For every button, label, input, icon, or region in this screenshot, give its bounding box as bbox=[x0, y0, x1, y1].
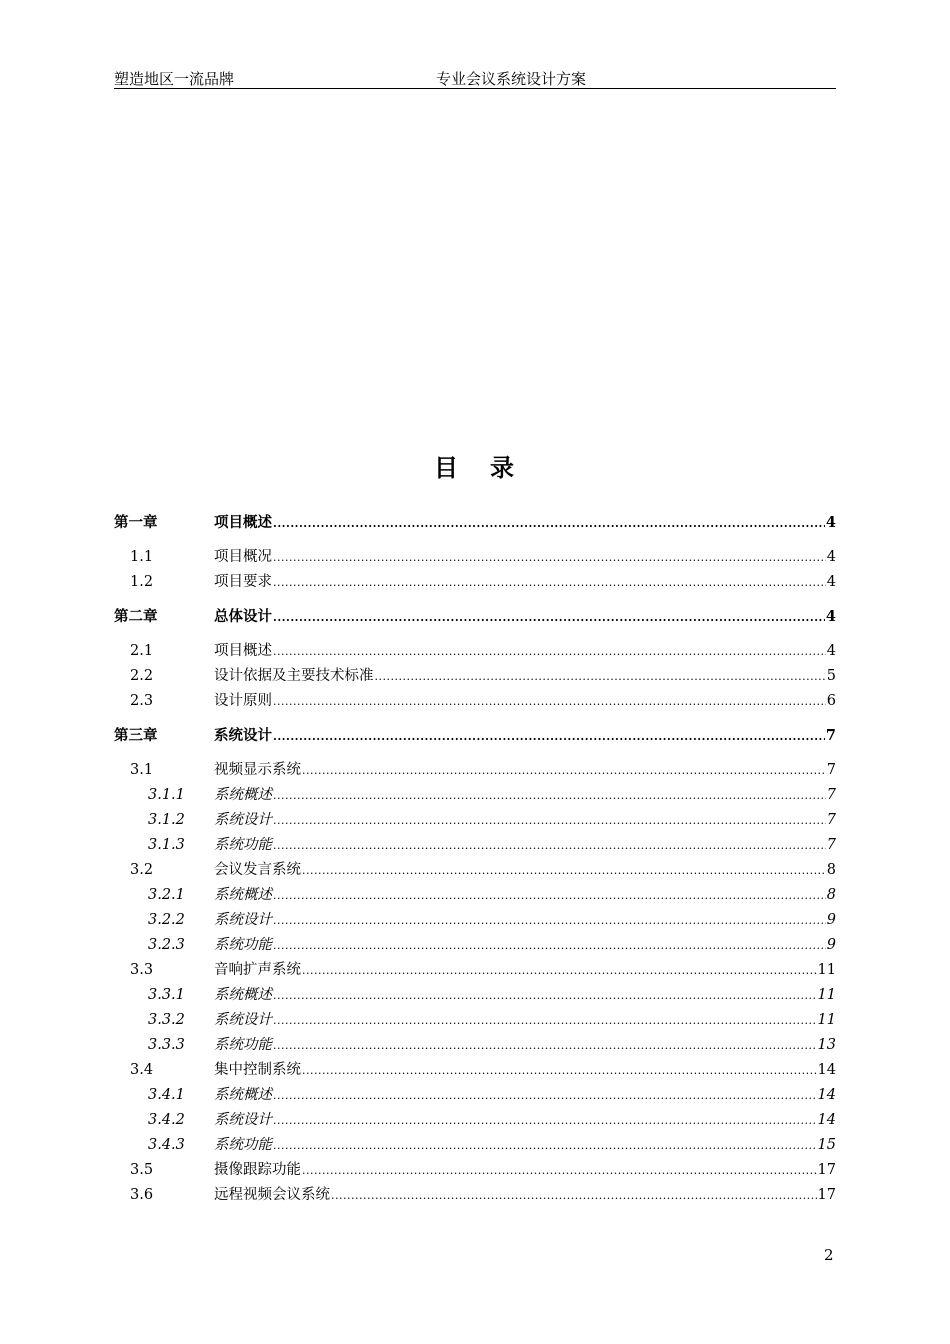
toc-entry[interactable] bbox=[114, 784, 836, 806]
toc-entry-page: 11 bbox=[817, 1012, 836, 1028]
toc-leader-dots bbox=[302, 1060, 817, 1082]
toc-entry-page: 17 bbox=[817, 1162, 836, 1178]
toc-entry-page: 13 bbox=[817, 1037, 836, 1053]
toc-entry-title: 设计依据及主要技术标准 bbox=[214, 668, 374, 684]
toc-entry[interactable] bbox=[114, 884, 836, 906]
toc-entry-line bbox=[214, 1059, 836, 1082]
toc-entry-title: 项目要求 bbox=[214, 574, 272, 590]
toc-entry-number: 第二章 bbox=[114, 608, 158, 625]
toc-entry-number: 3.1 bbox=[130, 762, 154, 778]
toc-leader-dots bbox=[273, 885, 826, 907]
toc-leader-dots bbox=[273, 607, 825, 629]
toc-entry[interactable] bbox=[114, 546, 836, 568]
toc-leader-dots bbox=[273, 547, 826, 569]
toc-entry-number: 2.3 bbox=[130, 693, 154, 709]
toc-entry-number: 2.2 bbox=[130, 668, 154, 684]
toc-entry-number: 3.4.1 bbox=[148, 1087, 185, 1103]
toc-entry-number: 3.4.2 bbox=[148, 1112, 185, 1128]
toc-entry-page: 8 bbox=[826, 887, 836, 903]
toc-entry-line bbox=[214, 665, 836, 688]
toc-entry-line bbox=[214, 784, 836, 807]
toc-entry[interactable] bbox=[114, 1009, 836, 1031]
toc-entry-number: 3.2.1 bbox=[148, 887, 185, 903]
toc-entry-number: 第一章 bbox=[114, 514, 158, 531]
toc-entry-page: 9 bbox=[826, 937, 836, 953]
toc-entry-title: 视频显示系统 bbox=[214, 762, 301, 778]
toc-entry-number: 3.5 bbox=[130, 1162, 154, 1178]
toc-entry[interactable] bbox=[114, 690, 836, 712]
toc-entry-line bbox=[214, 1109, 836, 1132]
toc-entry-line bbox=[214, 725, 836, 748]
toc-entry-title: 项目概述 bbox=[214, 514, 272, 531]
header-left-text: 塑造地区一流品牌 bbox=[114, 70, 235, 88]
toc-entry[interactable] bbox=[114, 512, 836, 534]
toc-entry[interactable] bbox=[114, 909, 836, 931]
toc-entry-title: 集中控制系统 bbox=[214, 1062, 301, 1078]
toc-entry-page: 4 bbox=[825, 514, 836, 531]
toc-leader-dots bbox=[273, 810, 826, 832]
toc-leader-dots bbox=[273, 785, 826, 807]
toc-entry-line bbox=[214, 809, 836, 832]
toc-leader-dots bbox=[273, 910, 826, 932]
toc-leader-dots bbox=[273, 1035, 817, 1057]
toc-entry-line bbox=[214, 546, 836, 569]
toc-leader-dots bbox=[273, 935, 826, 957]
toc-entry-number: 3.3 bbox=[130, 962, 154, 978]
toc-entry-number: 3.3.1 bbox=[148, 987, 185, 1003]
toc-entry-title: 系统功能 bbox=[214, 837, 272, 853]
toc-entry[interactable] bbox=[114, 834, 836, 856]
toc-entry-line bbox=[214, 1184, 836, 1207]
toc-entry-page: 4 bbox=[825, 608, 836, 625]
toc-entry-number: 3.2.2 bbox=[148, 912, 185, 928]
toc-entry-line bbox=[214, 690, 836, 713]
toc-entry-page: 11 bbox=[817, 987, 836, 1003]
toc-entry[interactable] bbox=[114, 934, 836, 956]
toc-entry-line bbox=[214, 1159, 836, 1182]
toc-entry-page: 4 bbox=[826, 574, 836, 590]
toc-leader-dots bbox=[375, 666, 826, 688]
toc-entry-page: 7 bbox=[826, 812, 836, 828]
toc-leader-dots bbox=[273, 835, 826, 857]
toc-entry[interactable] bbox=[114, 1159, 836, 1181]
toc-entry-number: 1.1 bbox=[130, 549, 154, 565]
toc-entry-line bbox=[214, 859, 836, 882]
toc-leader-dots bbox=[331, 1185, 817, 1207]
toc-entry-line bbox=[214, 934, 836, 957]
toc-entry-line bbox=[214, 959, 836, 982]
toc-entry-title: 系统功能 bbox=[214, 1037, 272, 1053]
toc-entry-number: 2.1 bbox=[130, 643, 154, 659]
page-number: 2 bbox=[824, 1246, 834, 1264]
toc-entry-title: 系统设计 bbox=[214, 912, 272, 928]
toc-entry[interactable] bbox=[114, 1034, 836, 1056]
toc-entry-title: 系统功能 bbox=[214, 1137, 272, 1153]
toc-entry-page: 7 bbox=[826, 787, 836, 803]
toc-heading-char-2: 录 bbox=[490, 453, 516, 482]
toc-entry-title: 系统功能 bbox=[214, 937, 272, 953]
toc-entry-page: 4 bbox=[826, 643, 836, 659]
toc-entry-title: 系统概述 bbox=[214, 1087, 272, 1103]
toc-entry-line bbox=[214, 884, 836, 907]
toc-entry[interactable] bbox=[114, 640, 836, 662]
toc-entry[interactable] bbox=[114, 759, 836, 781]
toc-entry[interactable] bbox=[114, 984, 836, 1006]
toc-entry[interactable] bbox=[114, 1109, 836, 1131]
toc-entry-page: 17 bbox=[817, 1187, 836, 1203]
toc-heading bbox=[0, 448, 950, 483]
toc-leader-dots bbox=[273, 1085, 817, 1107]
toc-leader-dots bbox=[273, 572, 826, 594]
toc-entry-page: 7 bbox=[826, 837, 836, 853]
toc-entry-title: 系统概述 bbox=[214, 987, 272, 1003]
toc-leader-dots bbox=[302, 1160, 817, 1182]
toc-entry-number: 1.2 bbox=[130, 574, 154, 590]
toc-entry[interactable] bbox=[114, 1134, 836, 1156]
toc-entry[interactable] bbox=[114, 606, 836, 628]
toc-entry-line bbox=[214, 759, 836, 782]
toc-entry-number: 第三章 bbox=[114, 727, 158, 744]
header-center-text: 专业会议系统设计方案 bbox=[436, 70, 587, 88]
toc-entry[interactable] bbox=[114, 1084, 836, 1106]
toc-entry-number: 3.2 bbox=[130, 862, 154, 878]
toc-entry-page: 15 bbox=[817, 1137, 836, 1153]
toc-leader-dots bbox=[302, 760, 826, 782]
toc-entry-title: 摄像跟踪功能 bbox=[214, 1162, 301, 1178]
toc-leader-dots bbox=[273, 1110, 817, 1132]
toc-entry-title: 系统设计 bbox=[214, 1012, 272, 1028]
toc-entry-page: 5 bbox=[826, 668, 836, 684]
toc-entry-line bbox=[214, 512, 836, 535]
toc-entry-line bbox=[214, 834, 836, 857]
toc-entry-title: 系统概述 bbox=[214, 887, 272, 903]
toc-entry-title: 远程视频会议系统 bbox=[214, 1187, 330, 1203]
page-header bbox=[114, 66, 836, 89]
toc-entry-title: 设计原则 bbox=[214, 693, 272, 709]
toc-leader-dots bbox=[273, 691, 826, 713]
toc-entry-title: 会议发言系统 bbox=[214, 862, 301, 878]
toc-entry[interactable] bbox=[114, 571, 836, 593]
toc-entry-number: 3.4 bbox=[130, 1062, 154, 1078]
toc-entry-number: 3.1.3 bbox=[148, 837, 185, 853]
toc-entry[interactable] bbox=[114, 665, 836, 687]
toc-entry[interactable] bbox=[114, 809, 836, 831]
toc-entry-page: 7 bbox=[826, 762, 836, 778]
toc-entry-page: 8 bbox=[826, 862, 836, 878]
toc-entry[interactable] bbox=[114, 725, 836, 747]
toc-entry-number: 3.1.2 bbox=[148, 812, 185, 828]
toc-entry-page: 14 bbox=[817, 1087, 836, 1103]
toc-leader-dots bbox=[273, 641, 826, 663]
toc-entry-title: 系统设计 bbox=[214, 727, 272, 744]
toc-entry-number: 3.4.3 bbox=[148, 1137, 185, 1153]
toc-entry[interactable] bbox=[114, 959, 836, 981]
toc-entry-number: 3.3.2 bbox=[148, 1012, 185, 1028]
toc-entry-line bbox=[214, 1034, 836, 1057]
toc-leader-dots bbox=[273, 513, 825, 535]
toc-entry-title: 系统概述 bbox=[214, 787, 272, 803]
toc-entry-line bbox=[214, 606, 836, 629]
toc-entry-title: 系统设计 bbox=[214, 1112, 272, 1128]
toc-heading-char-1: 目 bbox=[434, 453, 460, 482]
toc-entry-line bbox=[214, 640, 836, 663]
toc-leader-dots bbox=[273, 726, 825, 748]
toc-entry-line bbox=[214, 1009, 836, 1032]
toc-entry[interactable] bbox=[114, 1059, 836, 1081]
toc-entry-page: 9 bbox=[826, 912, 836, 928]
toc-entry[interactable] bbox=[114, 1184, 836, 1206]
toc-entry-page: 11 bbox=[817, 962, 836, 978]
toc-entry-title: 系统设计 bbox=[214, 812, 272, 828]
toc-entry[interactable] bbox=[114, 859, 836, 881]
toc-entry-title: 项目概况 bbox=[214, 549, 272, 565]
toc-entry-title: 项目概述 bbox=[214, 643, 272, 659]
toc-leader-dots bbox=[302, 960, 817, 982]
toc-leader-dots bbox=[273, 985, 817, 1007]
toc-leader-dots bbox=[273, 1135, 817, 1157]
toc-entry-line bbox=[214, 571, 836, 594]
toc-entry-line bbox=[214, 1134, 836, 1157]
toc-entry-page: 14 bbox=[817, 1112, 836, 1128]
toc-entry-number: 3.2.3 bbox=[148, 937, 185, 953]
toc-entry-page: 7 bbox=[825, 727, 836, 744]
toc-entry-page: 6 bbox=[826, 693, 836, 709]
toc-entry-number: 3.6 bbox=[130, 1187, 154, 1203]
toc-entry-line bbox=[214, 909, 836, 932]
toc-entry-number: 3.1.1 bbox=[148, 787, 185, 803]
toc-entry-number: 3.3.3 bbox=[148, 1037, 185, 1053]
toc-leader-dots bbox=[302, 860, 826, 882]
toc-entry-line bbox=[214, 984, 836, 1007]
toc-entry-title: 总体设计 bbox=[214, 608, 272, 625]
toc-entry-page: 4 bbox=[826, 549, 836, 565]
toc-entry-title: 音响扩声系统 bbox=[214, 962, 301, 978]
toc-leader-dots bbox=[273, 1010, 817, 1032]
toc-entry-page: 14 bbox=[817, 1062, 836, 1078]
toc-entry-line bbox=[214, 1084, 836, 1107]
